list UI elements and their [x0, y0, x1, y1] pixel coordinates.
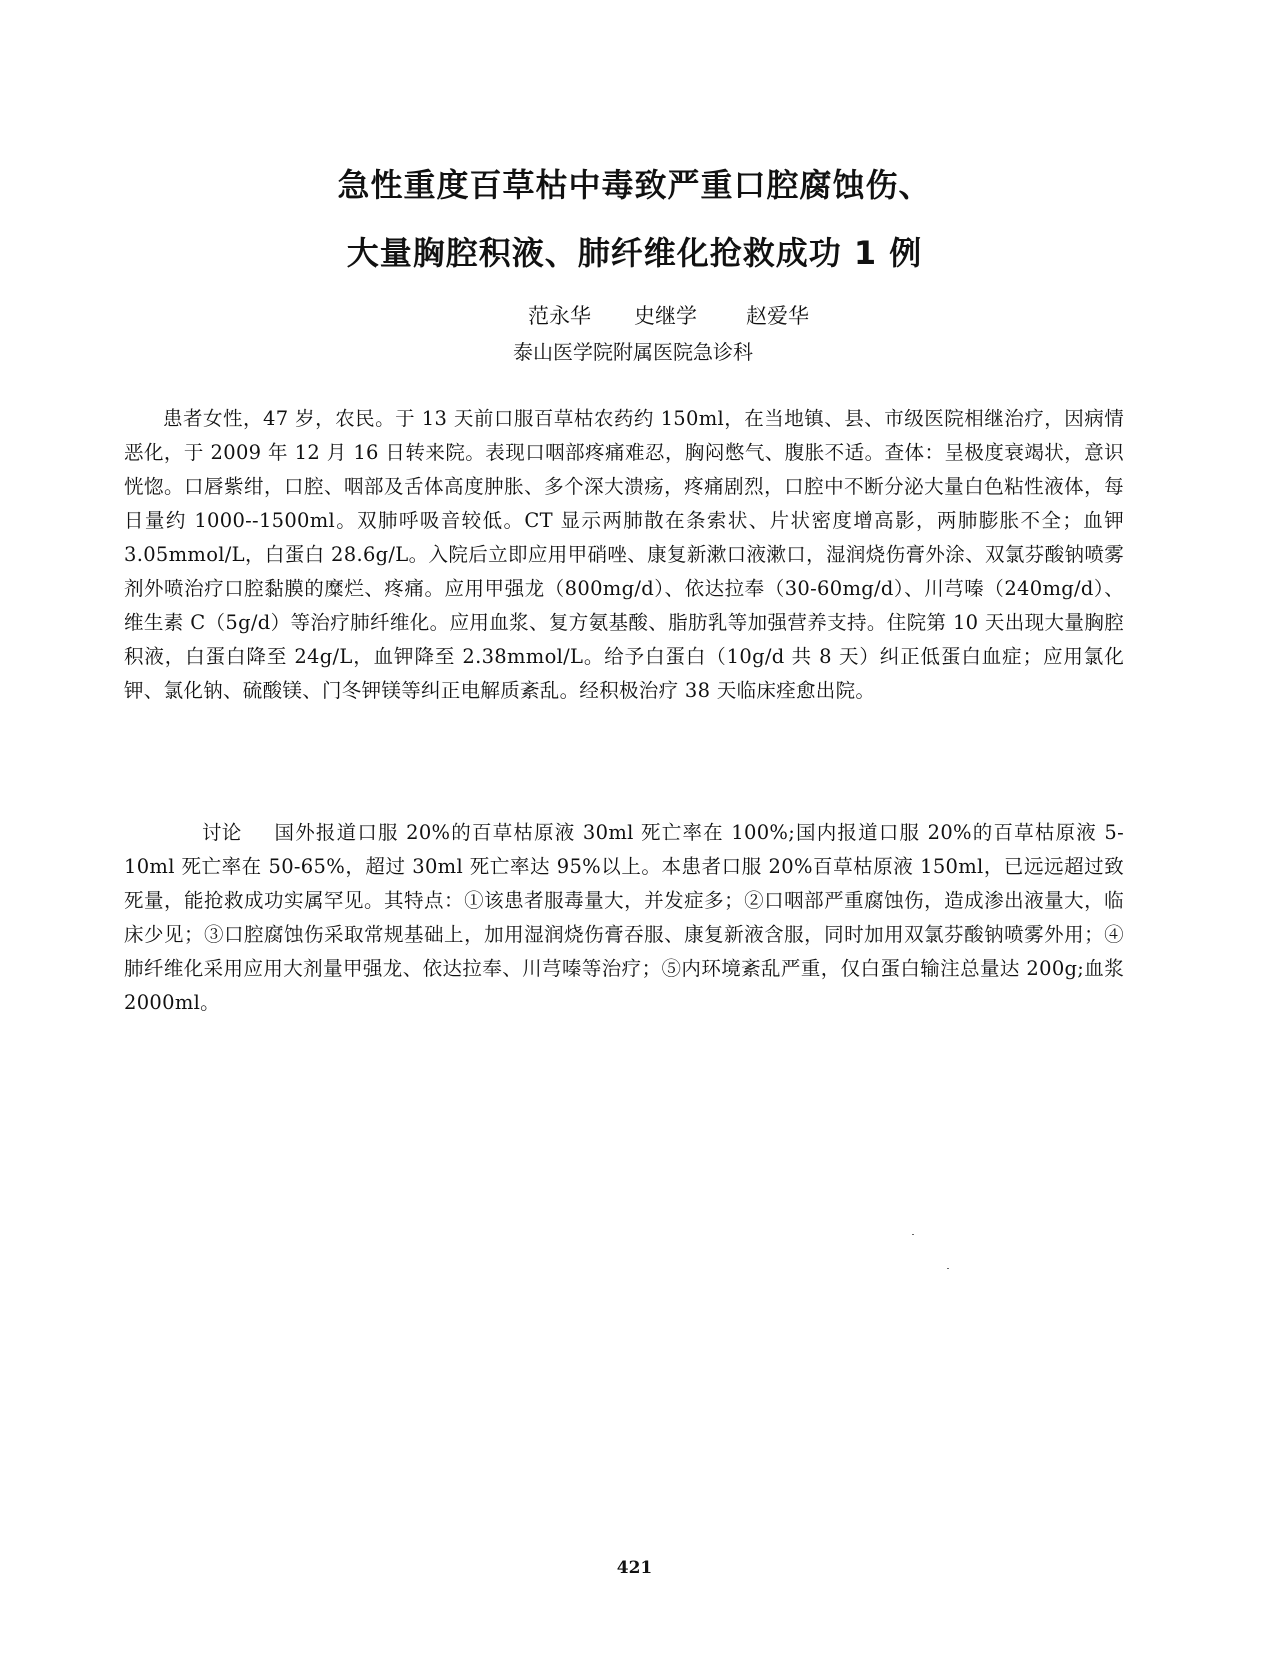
author-list: [528, 300, 888, 330]
author-affiliation: 泰山医学院附属医院急诊科: [513, 340, 753, 364]
discussion-text: 国外报道口服 20%的百草枯原液 30ml 死亡率在 100%;国内报道口服 20%的百草枯原液 5-10ml 死亡率在 50-65%，超过 30ml 死亡率达 95%以上。本患者口服 20%百草枯原液 150ml，已远远超过致死量，能抢救成功实属罕见。其特点：①该患者服毒量大，并发症多；②口咽部严重腐蚀伤，造成渗出液量大，临床少见；③口腔腐蚀伤采取常规基础上，加用湿润烧伤膏吞服、康复新液含服，同时加用双氯芬酸钠喷雾外用；④肺纤维化采用应用大剂量甲强龙、依达拉奉、川芎嗪等治疗；⑤内环境紊乱严重，仅白蛋白输注总量达 200g;血浆 2000ml。: [124, 821, 1124, 1014]
author-name: 范永华: [528, 304, 591, 328]
author-name: 赵爱华: [746, 304, 809, 328]
author-name: 史继学: [634, 304, 697, 328]
scan-speck: [947, 1268, 949, 1269]
case-report-paragraph: 患者女性，47 岁，农民。于 13 天前口服百草枯农药约 150ml，在当地镇、县、市级医院相继治疗，因病情恶化，于 2009 年 12 月 16 日转来院。表现口咽部疼痛难忍，胸闷憋气、腹胀不适。查体：呈极度衰竭状，意识恍惚。口唇紫绀，口腔、咽部及舌体高度肿胀、多个深大溃疡，疼痛剧烈，口腔中不断分泌大量白色粘性液体，每日量约 1000--1500ml。双肺呼吸音较低。CT 显示两肺散在条索状、片状密度增高影，两肺膨胀不全；血钾 3.05mmol/L，白蛋白 28.6g/L。入院后立即应用甲硝唑、康复新漱口液漱口，湿润烧伤膏外涂、双氯芬酸钠喷雾剂外喷治疗口腔黏膜的糜烂、疼痛。应用甲强龙（800mg/d）、依达拉奉（30-60mg/d）、川芎嗪（240mg/d）、维生素 C（5g/d）等治疗肺纤维化。应用血浆、复方氨基酸、脂肪乳等加强营养支持。住院第 10 天出现大量胸腔积液，白蛋白降至 24g/L，血钾降至 2.38mmol/L。给予白蛋白（10g/d 共 8 天）纠正低蛋白血症；应用氯化钾、氯化钠、硫酸镁、门冬钾镁等纠正电解质紊乱。经积极治疗 38 天临床痊愈出院。: [124, 407, 1124, 702]
article-title-line-1: 急性重度百草枯中毒致严重口腔腐蚀伤、: [337, 166, 932, 204]
discussion-paragraph: [124, 816, 1124, 1020]
discussion-label: 讨论: [202, 821, 242, 844]
page-number: 421: [616, 1558, 653, 1578]
article-title-line-2: 大量胸腔积液、肺纤维化抢救成功 1 例: [346, 234, 923, 272]
scan-speck: [912, 1234, 914, 1235]
